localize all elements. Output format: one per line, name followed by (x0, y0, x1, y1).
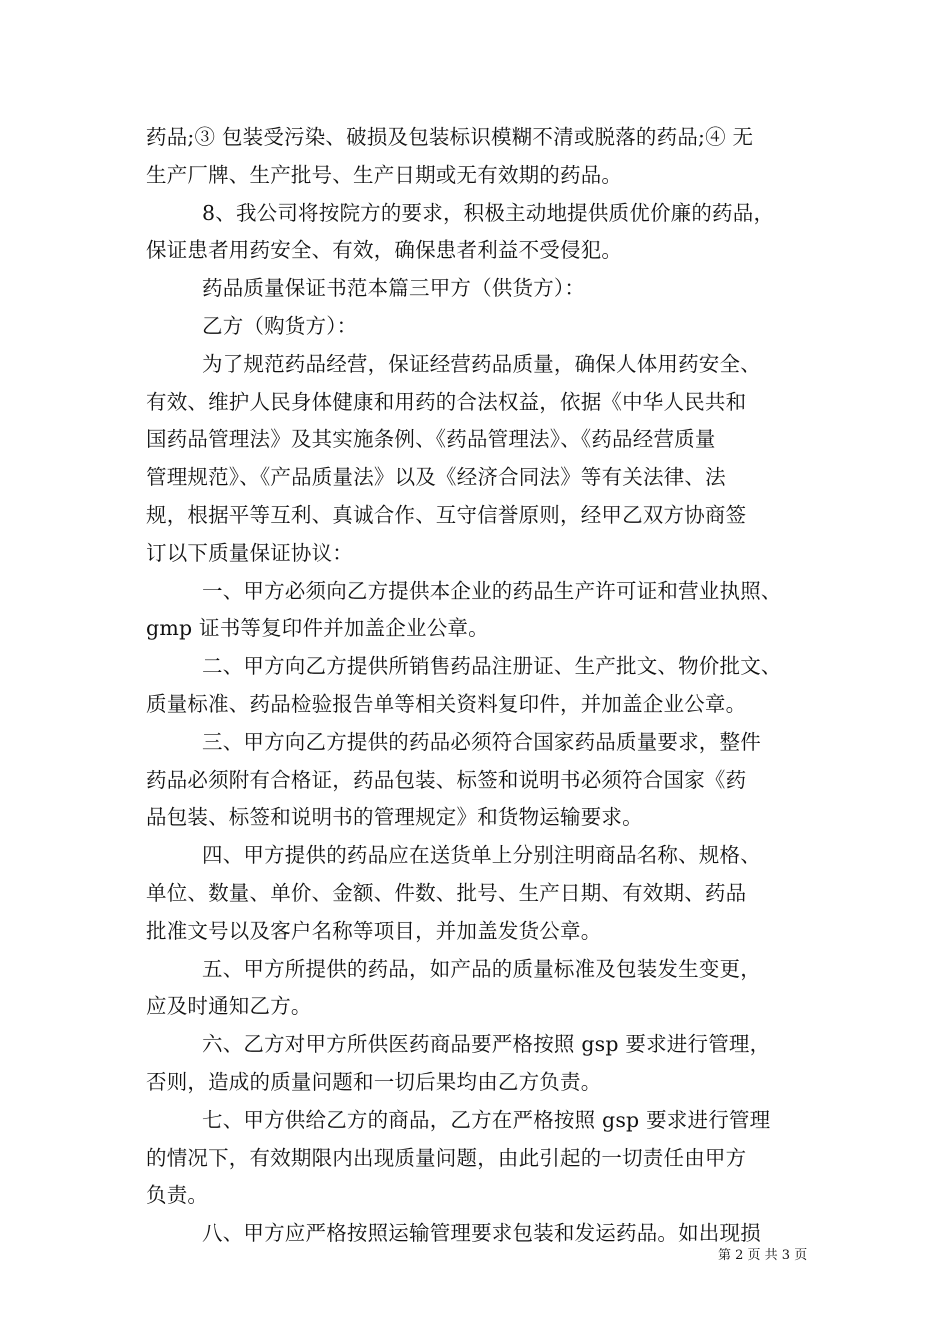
text-line: gmp 证书等复印件并加盖企业公章。 (146, 616, 489, 641)
text-line: 单位、数量、单价、金额、件数、批号、生产日期、有效期、药品 (146, 880, 747, 905)
document-body (146, 119, 826, 1253)
text-line: 药品必须附有合格证，药品包装、标签和说明书必须符合国家《药 (146, 767, 747, 792)
text-line: 品包装、标签和说明书的管理规定》和货物运输要求。 (146, 805, 643, 830)
text-line: 应及时通知乙方。 (146, 994, 312, 1019)
text-line: 药品;③ 包装受污染、破损及包装标识模糊不清或脱落的药品;④ 无 (146, 125, 754, 149)
text-line: 否则，造成的质量问题和一切后果均由乙方负责。 (146, 1069, 602, 1094)
text-line: 负责。 (146, 1183, 209, 1208)
text-line: 生产厂牌、生产批号、生产日期或无有效期的药品。 (146, 162, 623, 187)
text-line: 管理规范》、《产品质量法》以及《经济合同法》等有关法律、法 (146, 465, 726, 490)
text-line: 二、甲方向乙方提供所销售药品注册证、生产批文、物价批文、 (202, 654, 782, 679)
text-line: 批准文号以及客户名称等项目，并加盖发货公章。 (146, 918, 602, 943)
text-line: 8、我公司将按院方的要求，积极主动地提供质优价廉的药品， (202, 200, 775, 225)
text-line: 八、甲方应严格按照运输管理要求包装和发运药品。如出现损 (202, 1221, 761, 1246)
text-line: 四、甲方提供的药品应在送货单上分别注明商品名称、规格、 (202, 843, 761, 868)
text-line: 国药品管理法》及其实施条例、《药品管理法》、《药品经营质量 (146, 427, 716, 452)
text-line: 三、甲方向乙方提供的药品必须符合国家药品质量要求，整件 (202, 729, 761, 754)
text-line: 订以下质量保证协议： (146, 540, 353, 565)
text-line: 药品质量保证书范本篇三甲方（供货方）： (202, 276, 586, 301)
text-line: 为了规范药品经营，保证经营药品质量，确保人体用药安全、 (202, 351, 761, 376)
text-line: 质量标准、药品检验报告单等相关资料复印件，并加盖企业公章。 (146, 691, 747, 716)
text-line: 保证患者用药安全、有效，确保患者利益不受侵犯。 (146, 238, 623, 263)
text-line: 五、甲方所提供的药品，如产品的质量标准及包装发生变更， (202, 956, 761, 981)
text-line: 一、甲方必须向乙方提供本企业的药品生产许可证和营业执照、 (202, 578, 782, 603)
page-number-footer: 第 2 页 共 3 页 (718, 1248, 808, 1263)
text-line: 乙方（购货方）： (202, 313, 358, 338)
text-line: 的情况下，有效期限内出现质量问题，由此引起的一切责任由甲方 (146, 1145, 747, 1170)
text-line: 七、甲方供给乙方的商品，乙方在严格按照 gsp 要求进行管理 (202, 1107, 771, 1132)
text-line: 有效、维护人民身体健康和用药的合法权益，依据《中华人民共和 (146, 389, 747, 414)
text-line: 六、乙方对甲方所供医药商品要严格按照 gsp 要求进行管理， (202, 1032, 771, 1057)
text-line: 规，根据平等互利、真诚合作、互守信誉原则，经甲乙双方协商签 (146, 502, 747, 527)
